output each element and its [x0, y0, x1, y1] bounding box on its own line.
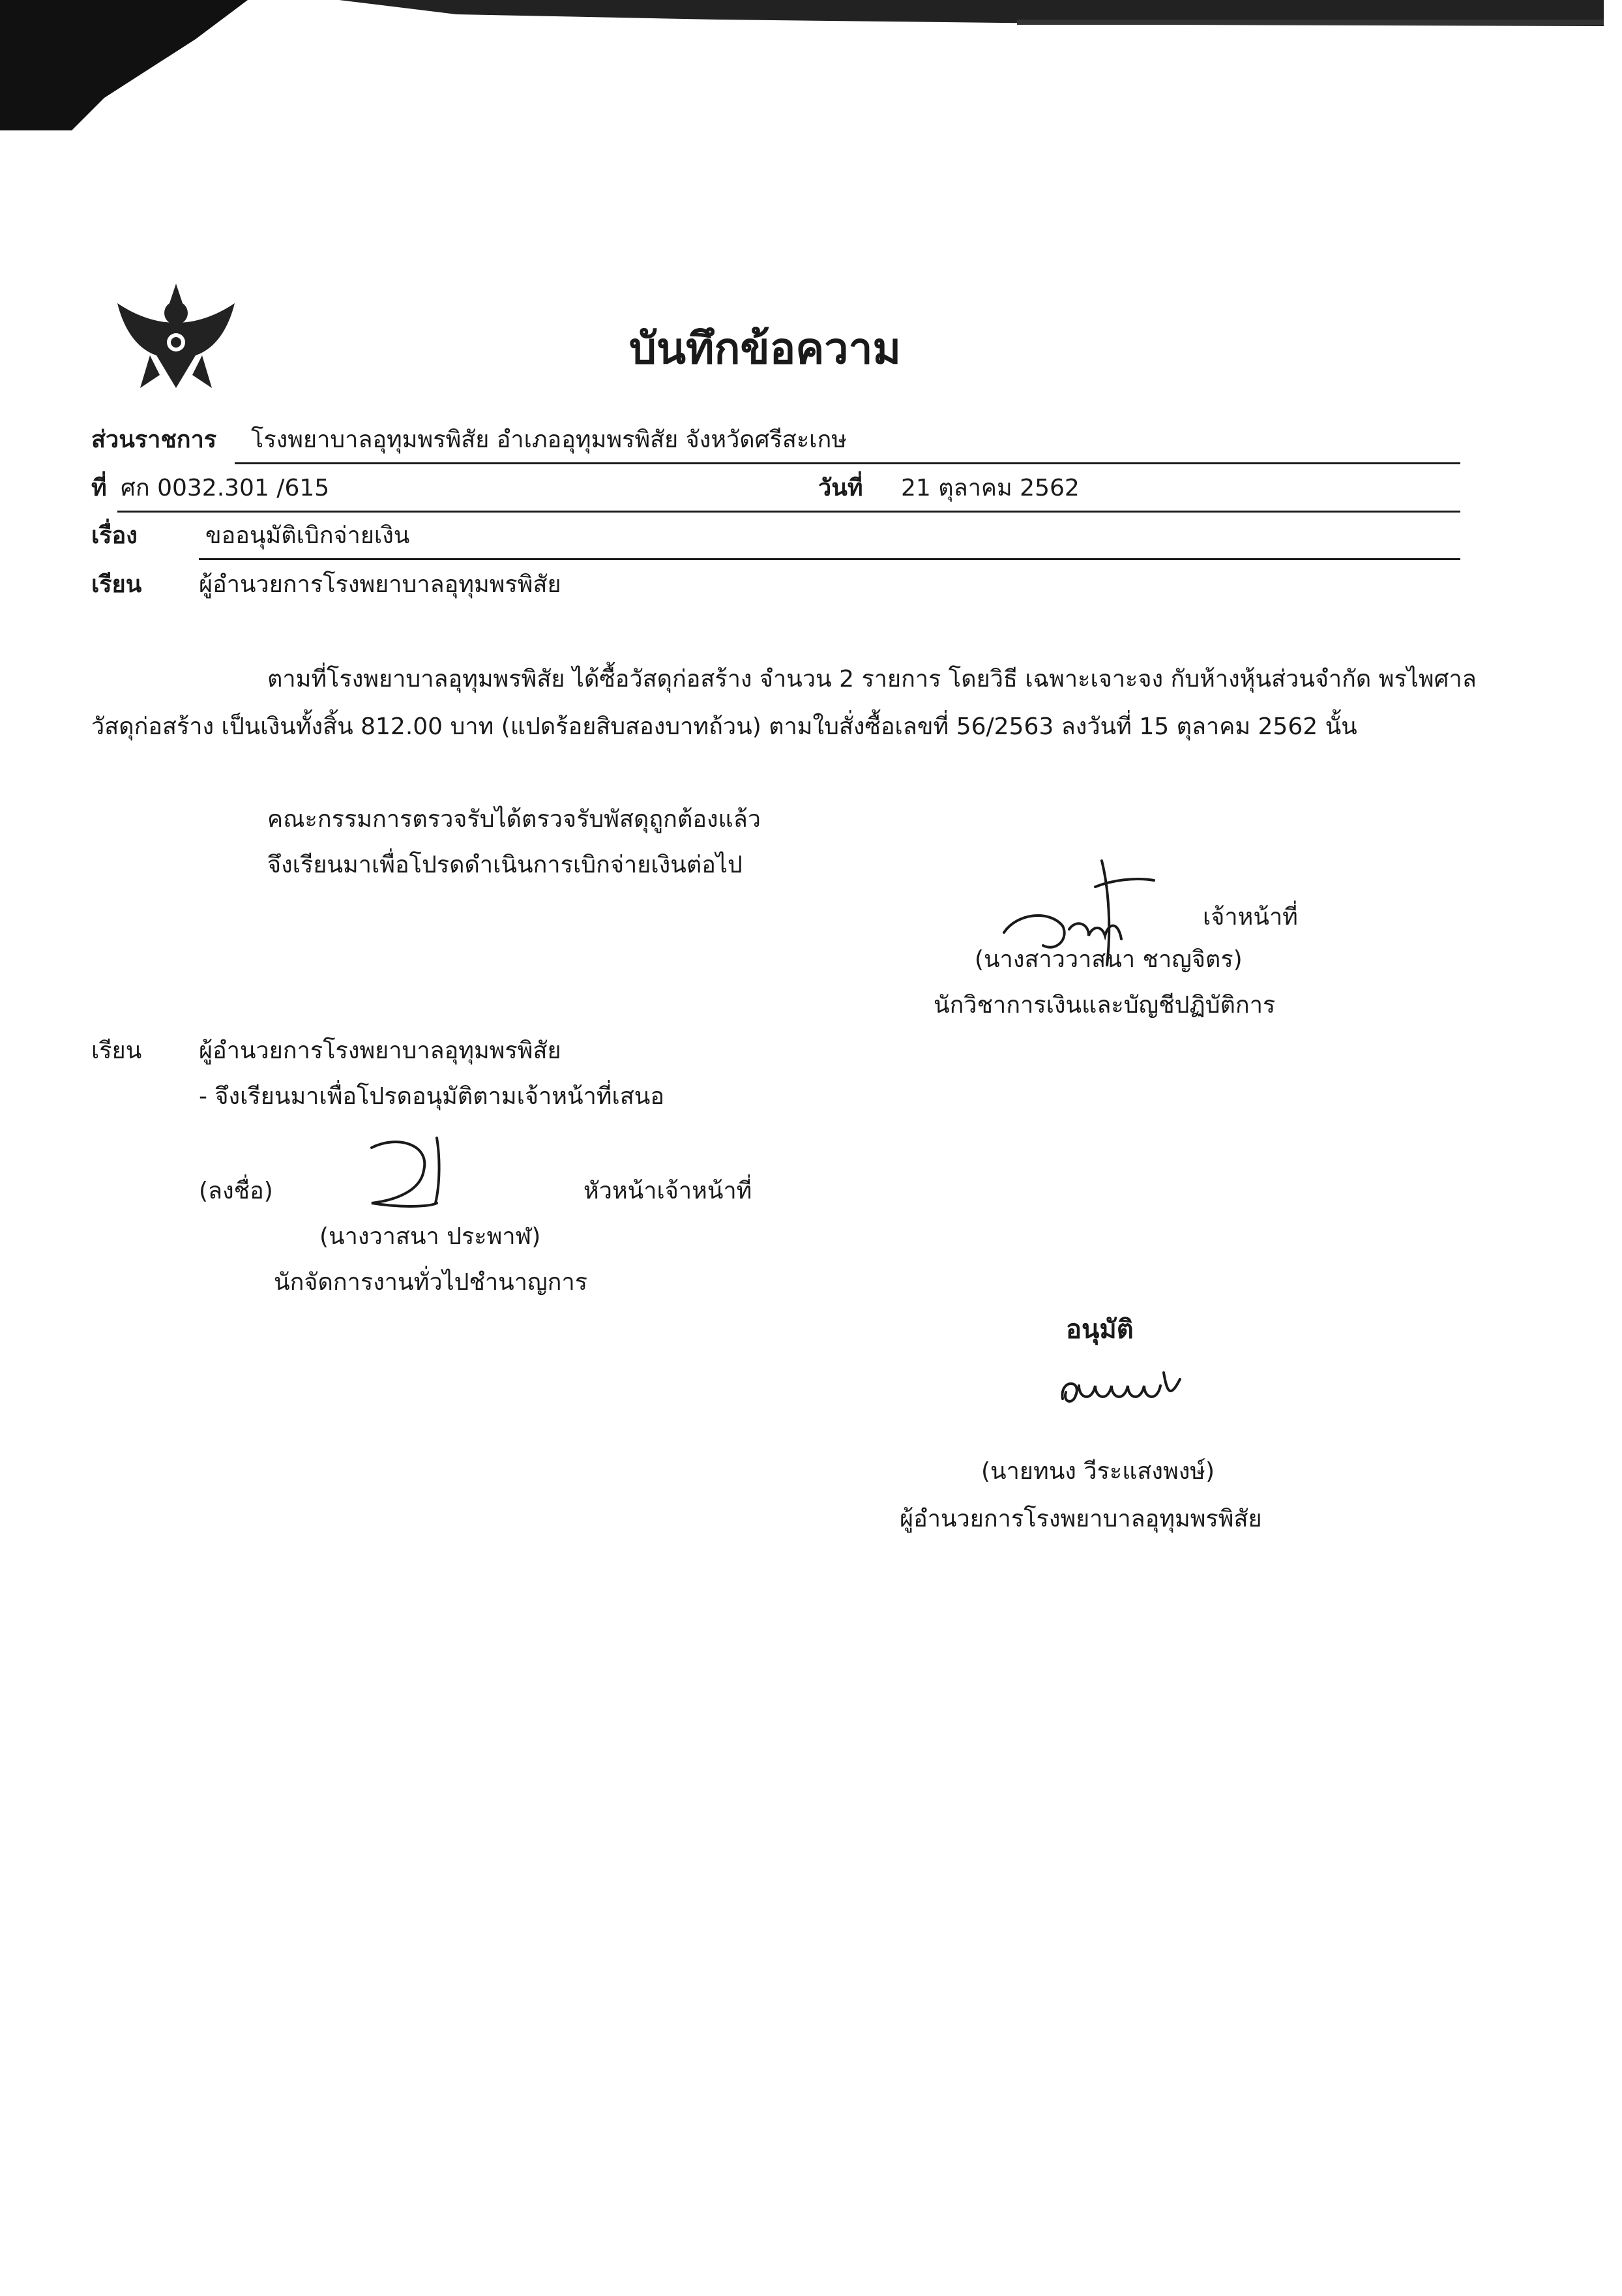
garuda-emblem-icon: [111, 277, 241, 395]
forward-to-value: ผู้อำนวยการโรงพยาบาลอุทุมพรพิสัย: [199, 1037, 561, 1064]
body-para1-line1: ตามที่โรงพยาบาลอุทุมพรพิสัย ได้ซื้อวัสดุก่อสร้าง จำนวน 2 รายการ โดยวิธี เฉพาะเจาะจง กับห้างหุ้นส่วนจำกัด พรไพศาล: [267, 666, 1477, 693]
ref-label: ที่: [91, 475, 107, 501]
subject-value: ขออนุมัติเบิกจ่ายเงิน: [205, 522, 410, 549]
body-para2-line1: คณะกรรมการตรวจรับได้ตรวจรับพัสดุถูกต้องแล้ว: [267, 806, 761, 833]
head-officer-signature: [359, 1131, 489, 1216]
to-label: เรียน: [91, 571, 142, 598]
forward-position: นักจัดการงานทั่วไปชำนาญการ: [274, 1269, 588, 1296]
agency-underline: [235, 462, 1460, 464]
approval-name: (นายทนง วีระแสงพงษ์): [981, 1458, 1215, 1485]
agency-label: ส่วนราชการ: [91, 426, 217, 453]
ref-date-underline: [117, 511, 1460, 513]
forward-note: - จึงเรียนมาเพื่อโปรดอนุมัติตามเจ้าหน้าที่เสนอ: [199, 1083, 665, 1110]
officer-name: (นางสาววาสนา ชาญจิตร): [975, 946, 1243, 973]
forward-to-label: เรียน: [91, 1037, 142, 1064]
body-para1-line2: วัสดุก่อสร้าง เป็นเงินทั้งสิ้น 812.00 บาท (แปดร้อยสิบสองบาทถ้วน) ตามใบสั่งซื้อเลขที่ 56/2563 ลงวันที่ 15 ตุลาคม 2562 นั้น: [91, 713, 1357, 740]
ref-value: ศก 0032.301 /615: [121, 475, 330, 501]
officer-role: เจ้าหน้าที่: [1203, 904, 1298, 931]
director-signature: [1056, 1360, 1200, 1418]
approval-position: ผู้อำนวยการโรงพยาบาลอุทุมพรพิสัย: [900, 1506, 1262, 1532]
subject-underline: [199, 558, 1460, 560]
scan-edge-artifact: [0, 0, 1622, 130]
subject-label: เรื่อง: [91, 522, 138, 549]
approval-label: อนุมัติ: [1066, 1315, 1134, 1345]
memo-title: บันทึกข้อความ: [629, 323, 902, 374]
officer-position: นักวิชาการเงินและบัญชีปฏิบัติการ: [934, 992, 1276, 1019]
body-para2-line2: จึงเรียนมาเพื่อโปรดดำเนินการเบิกจ่ายเงินต่อไป: [267, 852, 743, 878]
agency-value: โรงพยาบาลอุทุมพรพิสัย อำเภออุทุมพรพิสัย จังหวัดศรีสะเกษ: [251, 426, 848, 453]
forward-name: (นางวาสนา ประพาฬ): [319, 1223, 541, 1250]
forward-role: หัวหน้าเจ้าหน้าที่: [583, 1178, 752, 1204]
date-value: 21 ตุลาคม 2562: [901, 475, 1080, 501]
forward-sign-label: (ลงชื่อ): [199, 1178, 273, 1204]
to-value: ผู้อำนวยการโรงพยาบาลอุทุมพรพิสัย: [199, 571, 561, 598]
date-label: วันที่: [818, 475, 863, 501]
